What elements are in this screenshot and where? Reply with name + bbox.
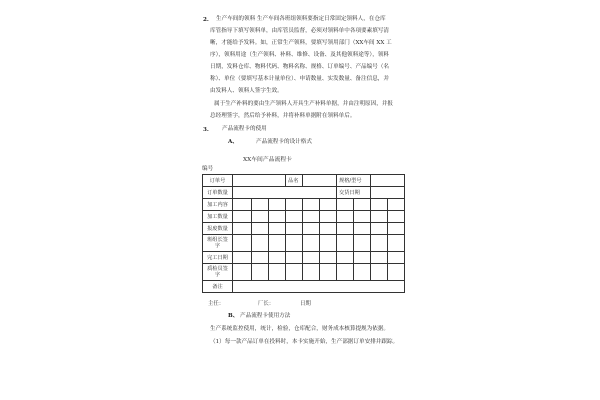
table-row bbox=[203, 235, 405, 252]
section-2-line-1: 生产车间的领料 生产车间各班组领料要指定日常固定领料人，在仓库 bbox=[216, 16, 386, 22]
sub-b-text: 产品流程卡使用方法 bbox=[240, 313, 291, 319]
spec-model-label: 规格/型号 bbox=[337, 175, 371, 187]
sub-b-label: B、 bbox=[228, 313, 239, 319]
section-2-line-6: 称）、单位（要填写基本计量单位）、申请数量、实发数量、备注信息，并 bbox=[210, 76, 389, 82]
table-row bbox=[203, 175, 405, 187]
section-2-line-3: 晰，才能给予发料。如，正常生产领料，要填写领用部门（XX车间 XX 工 bbox=[210, 40, 392, 46]
section-2-line-7: 由发料人、领料人签字生效。 bbox=[210, 88, 283, 94]
order-no-label: 订单号 bbox=[203, 175, 233, 187]
table-row bbox=[203, 281, 405, 293]
section-2-number: 2. bbox=[203, 17, 209, 23]
sub-a-label: A、 bbox=[228, 139, 238, 145]
product-flow-card-table bbox=[202, 174, 405, 293]
scrap-qty-label: 报废数量 bbox=[203, 223, 233, 235]
table-row bbox=[203, 211, 405, 223]
product-name-cell bbox=[303, 175, 337, 187]
section-3-number: 3. bbox=[203, 127, 209, 133]
spec-model-cell bbox=[371, 175, 405, 187]
remarks-label: 备注 bbox=[203, 281, 233, 293]
delivery-date-label: 交货日期 bbox=[337, 187, 371, 199]
table-row bbox=[203, 223, 405, 235]
section-2-line-2: 库管指导下填写领料单，由库管员监督，必须对领料单中各项要素填写清 bbox=[210, 28, 390, 34]
qc-sign-label: 质检员签 字 bbox=[203, 264, 233, 281]
footer-director: 主任： bbox=[208, 301, 225, 307]
table-row bbox=[203, 187, 405, 199]
section-2-para2-line-1: 属于生产补料的要由生产领料人开具生产补料单据，并由注明原因，并报 bbox=[214, 101, 394, 107]
table-row bbox=[203, 252, 405, 264]
footer-factory-head: 厂长： bbox=[258, 301, 275, 307]
delivery-date-cell bbox=[371, 187, 405, 199]
team-leader-sign-label: 班组长签 字 bbox=[203, 235, 233, 252]
card-title: XX车间产品流程卡 bbox=[243, 157, 292, 163]
sub-b-line-2: （1）每一款产品订单在投料时，本卡实施开始，生产部据订单安排并跟踪。 bbox=[210, 339, 399, 345]
footer-date: 日期 bbox=[300, 301, 311, 307]
remarks-cell bbox=[233, 281, 405, 293]
table-row bbox=[203, 264, 405, 281]
section-2-line-5: 日期，发料仓库、物料代码、物料名称、规格、订单编号、产品编号（名 bbox=[210, 64, 390, 70]
section-2-line-4: 序），领料用途（生产领料、补料、维修、设备、及其他领料途等），领料 bbox=[210, 52, 389, 58]
finish-date-label: 完工日期 bbox=[203, 252, 233, 264]
section-3-heading: 产品流程卡的使用 bbox=[222, 126, 267, 132]
sub-b-line-1: 生产系统监控使用，统计，检验，仓库配合，财务成本核算提规为依据。 bbox=[210, 326, 390, 332]
section-2-para2-line-2: 总经理签字，然后给予补料，并将补料单据附在领料单后。 bbox=[210, 113, 356, 119]
sub-a-text: 产品流程卡的设计格式 bbox=[256, 139, 312, 145]
order-no-cell bbox=[233, 175, 286, 187]
serial-label: 编号 bbox=[202, 166, 214, 172]
process-content-label: 加工内容 bbox=[203, 199, 233, 211]
order-qty-cell bbox=[233, 187, 337, 199]
order-qty-label: 订单数量 bbox=[203, 187, 233, 199]
product-name-label: 品名 bbox=[286, 175, 303, 187]
table-row bbox=[203, 199, 405, 211]
process-qty-label: 加工数量 bbox=[203, 211, 233, 223]
